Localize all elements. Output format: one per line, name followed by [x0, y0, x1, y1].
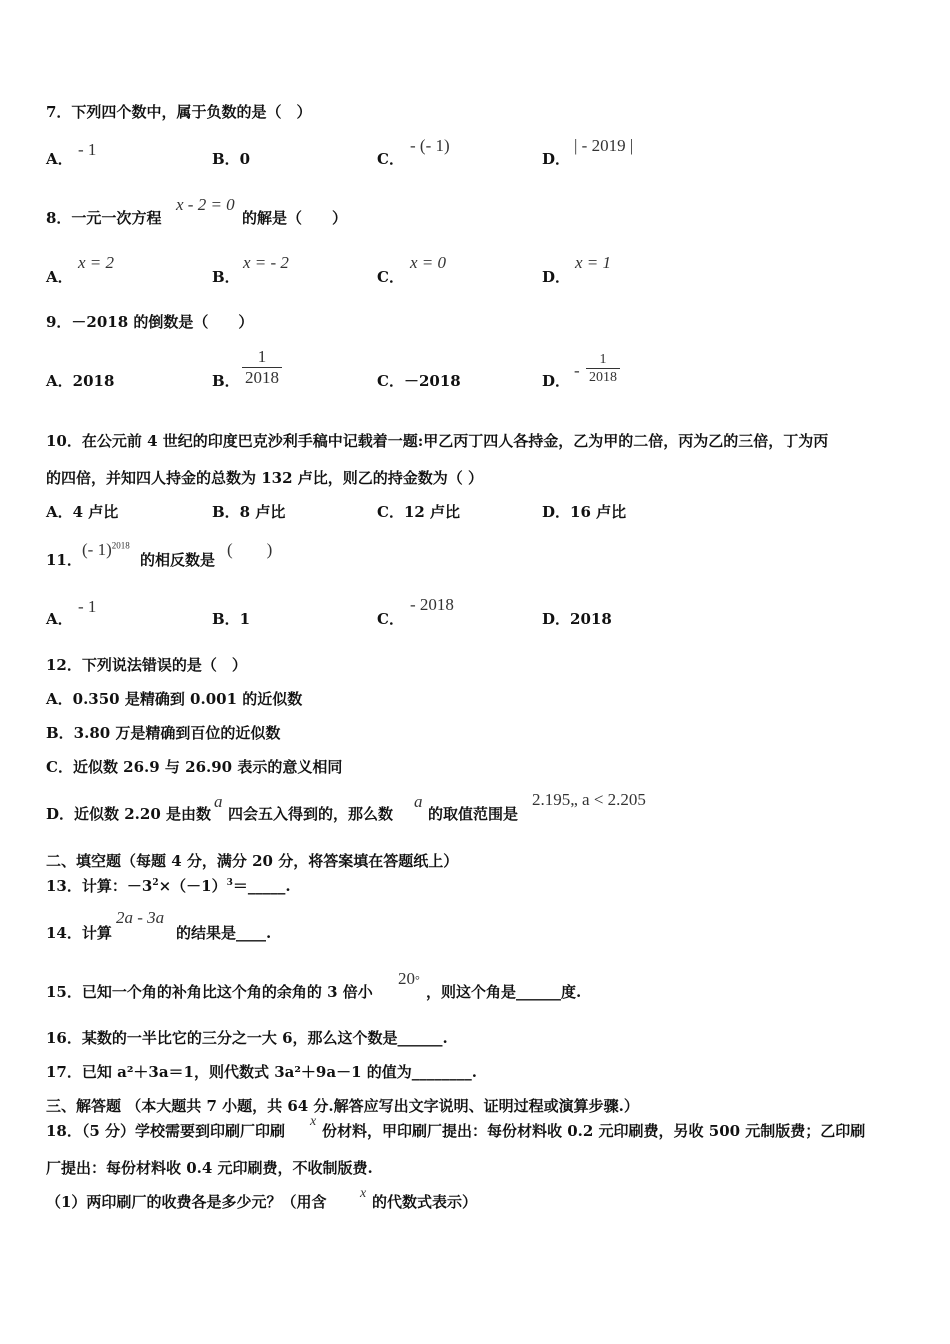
q8-option-b-math: x = - 2	[243, 253, 289, 272]
q7-option-b: B．0	[212, 150, 251, 168]
q11-option-c-math: - 2018	[410, 595, 454, 614]
q9-option-d-sign: -	[574, 361, 580, 380]
q11-power	[82, 540, 130, 560]
q18-line2: 厂提出：每份材料收 0.4 元印刷费，不收制版费.	[46, 1159, 373, 1177]
q12-option-d-var1: a	[214, 792, 223, 811]
q8-option-b-label: B．	[212, 268, 240, 286]
q11-stem-pre: 11．	[46, 551, 82, 569]
q18-line1-post: 份材料，甲印刷厂提出：每份材料收 0.2 元印刷费，另收 500 元制版费；乙印刷	[322, 1122, 866, 1140]
q7-stem: 7．下列四个数中，属于负数的是（ ）	[46, 103, 312, 121]
q10-option-a: A．4 卢比	[46, 503, 119, 521]
q13-superscript-1: 2	[152, 878, 159, 888]
q18-sub1-pre: （1）两印刷厂的收费各是多少元？（用含	[46, 1193, 327, 1211]
q15-degree-value: 20	[398, 969, 415, 988]
q12-option-d-var2: a	[414, 792, 423, 811]
q13-text	[46, 877, 291, 895]
q10-option-b: B．8 卢比	[212, 503, 286, 521]
q7-option-a-label: A．	[46, 150, 73, 168]
q9-option-b-fraction: 1 2018	[242, 348, 282, 387]
q7-option-c-label: C．	[377, 150, 404, 168]
q13-superscript-2: 3	[226, 878, 233, 888]
q8-option-c-label: C．	[377, 268, 404, 286]
q11-option-a-label: A．	[46, 610, 73, 628]
q11-stem-post: 的相反数是	[140, 551, 216, 569]
q8-option-a-label: A．	[46, 268, 73, 286]
q10-stem-line2: 的四倍，并知四人持金的总数为 132 卢比，则乙的持金数为（ ）	[46, 469, 483, 487]
q7-option-a-math: - 1	[78, 140, 97, 159]
q18-line1-pre: 18．（5 分）学校需要到印刷厂印刷	[46, 1122, 286, 1140]
q11-option-b: B．1	[212, 610, 251, 628]
q14-post: 的结果是____.	[176, 924, 272, 942]
q18-var-x: x	[310, 1114, 317, 1129]
q10-stem-line1: 10．在公元前 4 世纪的印度巴克沙利手稿中记载着一题:甲乙丙丁四人各持金，乙为甲的二倍，丙为乙的三倍，丁为丙	[46, 432, 829, 450]
q9-option-b-label: B．	[212, 372, 240, 390]
q12-option-d-pre: D．近似数 2.20 是由数	[46, 805, 211, 823]
q8-option-d-math: x = 1	[575, 253, 612, 272]
q10-option-c: C．12 卢比	[377, 503, 461, 521]
q7-option-d-math: | - 2019 |	[574, 136, 634, 155]
q12-option-d-post: 的取值范围是	[428, 805, 519, 823]
q18-sub1-var-x: x	[360, 1186, 367, 1201]
q13-text-post: ＝_____.	[232, 877, 291, 895]
q12-stem: 12．下列说法错误的是（ ）	[46, 656, 247, 674]
q8-stem-post: 的解是（ ）	[242, 209, 348, 227]
q9-option-a: A．2018	[46, 372, 115, 390]
q11-option-a-math: - 1	[78, 597, 97, 616]
q15-post: ，则这个角是______度.	[426, 983, 582, 1001]
q10-option-d: D．16 卢比	[542, 503, 627, 521]
q11-power-exponent: 2018	[111, 540, 130, 551]
q16-text: 16．某数的一半比它的三分之一大 6，那么这个数是______.	[46, 1029, 448, 1047]
q15-degree: 20°	[398, 969, 420, 988]
q15-pre: 15．已知一个角的补角比这个角的余角的 3 倍小	[46, 983, 373, 1001]
section-3-heading: 三、解答题 （本大题共 7 小题，共 64 分.解答应写出文字说明、证明过程或演算步骤.）	[46, 1097, 639, 1115]
q13-text-pre: 13．计算：－3	[46, 877, 153, 895]
q8-stem-pre: 8．一元一次方程	[46, 209, 162, 227]
q12-option-c: C．近似数 26.9 与 26.90 表示的意义相同	[46, 758, 343, 776]
q8-equation: x - 2 = 0	[176, 195, 235, 214]
q11-paren: ( )	[227, 540, 273, 559]
q9-option-d-label: D．	[542, 372, 571, 390]
section-2-heading: 二、填空题（每题 4 分，满分 20 分，将答案填在答题纸上）	[46, 852, 459, 870]
q12-option-a: A．0.350 是精确到 0.001 的近似数	[46, 690, 303, 708]
q12-option-d-mid: 四会五入得到的，那么数	[228, 805, 394, 823]
q9-option-c: C．－2018	[377, 372, 461, 390]
q14-pre: 14．计算	[46, 924, 112, 942]
q12-option-b: B．3.80 万是精确到百位的近似数	[46, 724, 281, 742]
q11-power-base: (- 1)	[82, 540, 112, 559]
q17-text: 17．已知 a²＋3a＝1，则代数式 3a²＋9a－1 的值为________.	[46, 1063, 477, 1081]
q9-option-d-fraction: 1 2018	[586, 352, 620, 385]
q11-option-d: D．2018	[542, 610, 612, 628]
q7-option-c-math: - (- 1)	[410, 136, 450, 155]
q8-option-c-math: x = 0	[410, 253, 447, 272]
q12-option-d-range: 2.195„ a < 2.205	[532, 790, 646, 809]
q8-option-a-math: x = 2	[78, 253, 115, 272]
q9-stem: 9．－2018 的倒数是（ ）	[46, 313, 254, 331]
q14-expression: 2a - 3a	[116, 908, 165, 927]
q11-option-c-label: C．	[377, 610, 404, 628]
q13-text-mid: ×（－1）	[158, 877, 227, 895]
q7-option-d-label: D．	[542, 150, 571, 168]
q18-sub1-post: 的代数式表示）	[372, 1193, 478, 1211]
q8-option-d-label: D．	[542, 268, 571, 286]
